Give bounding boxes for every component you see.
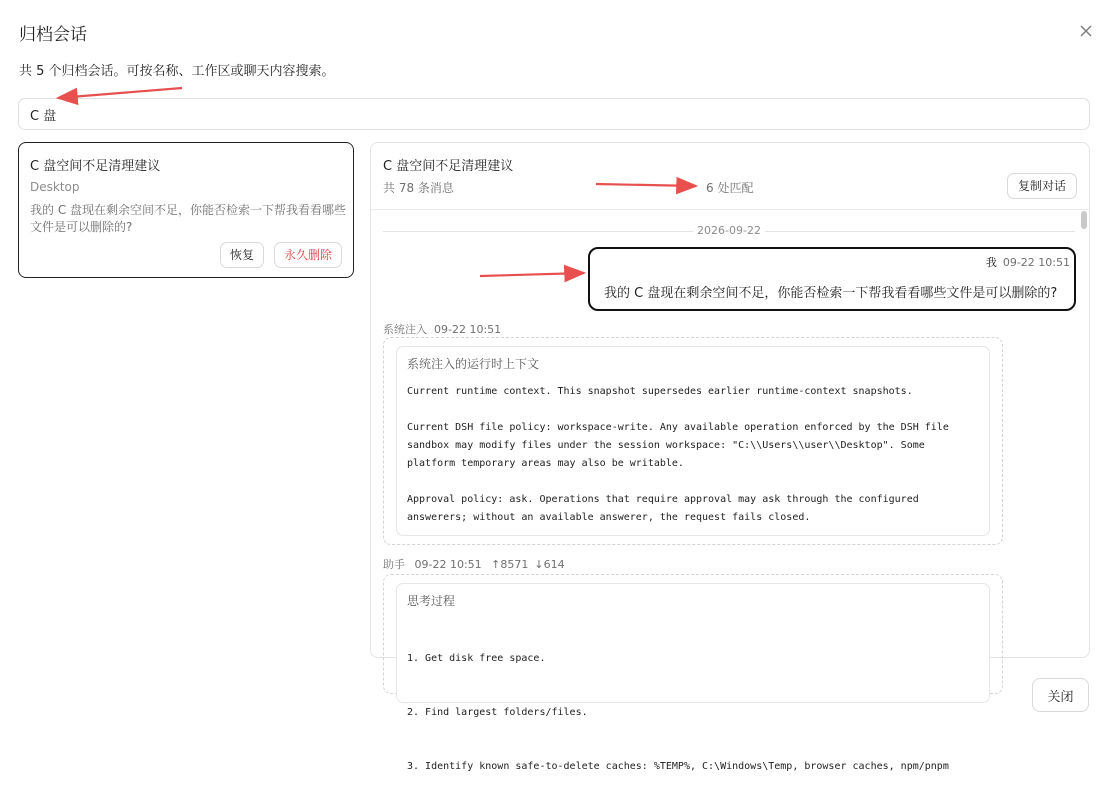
user-message-text: 我的 C 盘现在剩余空间不足，你能否检索一下帮我看看哪些文件是可以删除的? xyxy=(604,286,1058,301)
message-time: 09-22 10:51 xyxy=(414,558,482,571)
sender-name: 助手 xyxy=(383,558,405,571)
user-message-bubble xyxy=(588,247,1076,311)
restore-button[interactable]: 恢复 xyxy=(220,242,264,268)
message-count: 共 78 条消息 xyxy=(383,181,454,195)
system-message-container xyxy=(383,337,1003,545)
thinking-step: 2. Find largest folders/files. xyxy=(407,707,588,718)
assistant-message-meta xyxy=(383,556,571,572)
divider xyxy=(765,231,1075,232)
close-icon[interactable] xyxy=(1076,21,1096,41)
tokens-down: ↓614 xyxy=(534,558,565,571)
user-message-meta xyxy=(986,254,1070,270)
search-input[interactable] xyxy=(18,98,1090,130)
dialog-title: 归档会话 xyxy=(19,25,87,45)
sender-name: 系统注入 xyxy=(383,323,427,336)
detail-title: C 盘空间不足清理建议 xyxy=(383,159,514,174)
assistant-message-container xyxy=(383,574,1003,772)
message-time: 09-22 10:51 xyxy=(434,323,502,336)
thinking-title: 思考过程 xyxy=(407,594,456,608)
copy-conversation-button[interactable]: 复制对话 xyxy=(1007,173,1077,199)
tokens-up: ↑8571 xyxy=(491,558,529,571)
thinking-box[interactable] xyxy=(396,583,990,772)
archived-session-card[interactable] xyxy=(18,142,354,278)
thinking-steps xyxy=(407,614,977,812)
search-arrow xyxy=(58,88,182,98)
session-preview: 我的 C 盘现在剩余空间不足，你能否检索一下帮我看看哪些文件是可以删除的? xyxy=(30,203,347,234)
session-title: C 盘空间不足清理建议 xyxy=(30,159,161,174)
date-separator xyxy=(383,224,1075,238)
session-workspace: Desktop xyxy=(30,180,80,194)
close-button[interactable]: 关闭 xyxy=(1032,678,1089,712)
thinking-step: 3. Identify known safe-to-delete caches: %TEMP%, C:\Windows\Temp, browser caches, npm/pnpm xyxy=(407,761,949,772)
sender-name: 我 xyxy=(985,256,997,269)
system-message-meta xyxy=(383,321,501,337)
match-count: 6 处匹配 xyxy=(706,181,754,195)
runtime-context-box xyxy=(396,346,990,536)
date-label: 2026-09-22 xyxy=(697,224,761,237)
runtime-context-body: Current runtime context. This snapshot supersedes earlier runtime-context snapshots. Current DSH file policy: workspace-write. Any available operation enforced by the DSH file sandbox may modify files under the session workspace: "C:\\Users\\user\\Desktop". Some platform temporary areas may also be writable. Approval policy: ask. Operations that require approval may ask through the configured answerers; without an available answerer, the request fails closed. xyxy=(407,386,949,523)
thinking-step: 1. Get disk free space. xyxy=(407,653,546,664)
message-time: 09-22 10:51 xyxy=(1002,256,1070,269)
dialog-subtitle: 共 5 个归档会话。可按名称、工作区或聊天内容搜索。 xyxy=(19,64,335,79)
delete-permanently-button[interactable]: 永久删除 xyxy=(274,242,342,268)
scrollbar-thumb[interactable] xyxy=(1081,211,1087,229)
runtime-context-title: 系统注入的运行时上下文 xyxy=(407,357,540,371)
